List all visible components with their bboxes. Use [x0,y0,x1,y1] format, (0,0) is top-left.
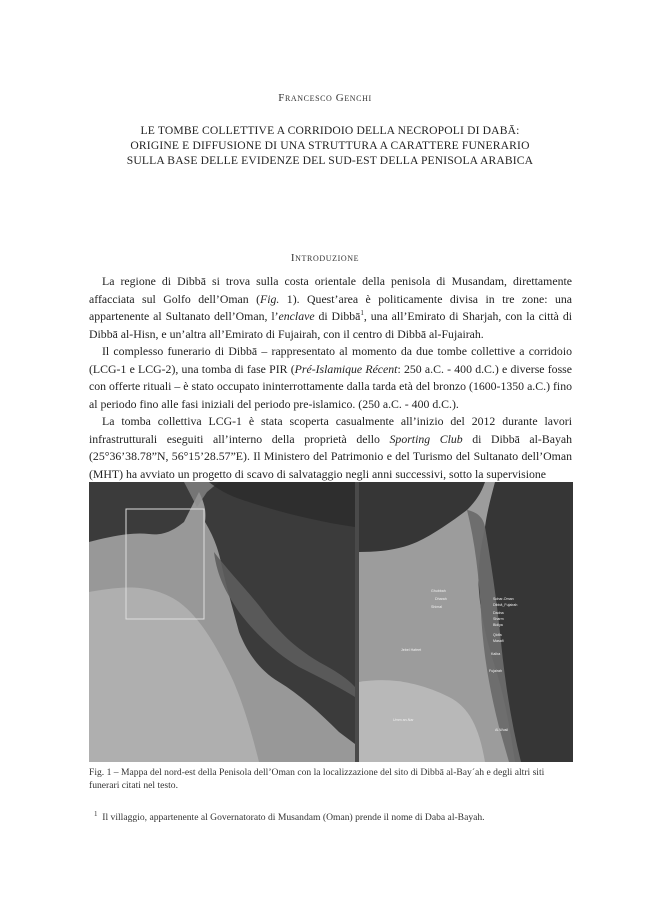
map-label-ghubbah: Ghubbah [431,589,446,593]
paragraph-3 [89,413,572,483]
map-label-fujairah: Fujairah [489,669,502,673]
map-label-masafi: Masafi [493,639,504,643]
map-label-dibba-fujairah: Dibbā_Fujairah [493,603,518,607]
map-label-shimal: Shimal [431,605,442,609]
p2-text-a: Il complesso funerario di Dibbā – rappresentato al momento da due tombe collettive a corridoio (LCG-1 e LCG-2), una tomba di fase PIR ( [89,344,572,376]
map-label-sharm: Sharm [493,617,504,621]
map-label-umm-an-nar: Umm an-Nar [393,718,414,722]
satellite-map-overview [89,482,355,762]
map-label-dharah: Dharah [435,597,447,601]
map-label-al-wusil: Al-Wusil [495,728,509,732]
body-text [89,273,572,483]
p1-fig-ref: Fig. [260,291,280,306]
footnote-ref-1[interactable]: 1 [360,309,364,318]
map-label-kalba: Kalba [491,652,501,656]
p3-text-b: di Dibbā al-Bayah (25°36’38.78”N, 56°15’28.57”E). Il Ministero del Patrimonio e del Turismo del Sultanato dell’Oman (MHT) ha avviato un progetto di scavo di salvataggio negli anni successivi, sotto la supervisione [89,431,573,481]
title-line-3: SULLA BASE DELLE EVIDENZE DEL SUD-EST DELLA PENISOLA ARABICA [126,154,534,167]
map-label-qidfa: Qidfa [493,633,502,637]
footnote-1 [94,809,572,824]
map-label-dadna: Dadna [493,611,504,615]
footnote-mark: 1 [94,809,98,818]
title-line-2: ORIGINE E DIFFUSIONE DI UNA STRUTTURA A CARATTERE FUNERARIO [130,139,530,152]
map-label-jebel-hafeet: Jebel Hafeet [401,648,422,652]
paragraph-1 [89,273,572,343]
paragraph-2 [89,343,572,413]
detail-map-graphic [359,482,573,762]
figure-caption: Fig. 1 – Mappa del nord-est della Penisola dell’Oman con la localizzazione del sito di Dibbā al-Bay´ah e degli altri siti funerari citati nel testo. [89,767,545,791]
overview-map-graphic [89,482,355,762]
p3-club-italic: Sporting Club [389,431,463,446]
map-label-sohar-oman: Sohar-Oman [493,597,514,601]
satellite-figure [89,482,573,762]
title-line-1: LE TOMBE COLLETTIVE A CORRIDOIO DELLA NECROPOLI DI DABĀ: [140,124,520,137]
satellite-map-detail [359,482,573,762]
p3-text-a: La tomba collettiva LCG-1 è stata scoperta casualmente all’inizio del 2012 durante lavori infrastrutturali eseguiti all’interno della proprietà dello [89,414,572,446]
section-heading: Introduzione [290,252,360,264]
paper-title [95,123,565,168]
p2-pir-italic: Pré-Islamique Récent [294,361,398,376]
p1-text-a: La regione di Dibbā si trova sulla costa orientale della penisola di Musandam, direttamente affacciata sul Golfo dell’Oman ( [89,274,572,306]
p1-enclave: enclave [278,309,315,323]
p2-text-b: : 250 a.C. - 400 d.C.) e diverse fosse con offerte rituali – è stato occupato ininterrottamente dalla tarda età del bronzo (1600-1350 a.C.) fino al periodo fino alle fasi iniziali del periodo pre-islamico. (250 a.C. - 400 d.C.). [89,361,573,411]
p1-text-d: , una all’Emirato di Sharjah, con la città di Dibbā al-Hisn, e un’altra all’Emirato di Fujairah, con il centro di Dibbā al-Fujairah. [89,309,572,341]
p1-text-c: di Dibbā [314,309,361,323]
author-name: Francesco Genchi [278,92,372,104]
footnote-text: Il villaggio, appartenente al Governatorato di Musandam (Oman) prende il nome di Daba al-Bayah. [102,812,485,823]
map-label-bidiya: Bidiya [493,623,503,627]
p1-text-b: 1). Quest’area è politicamente divisa in tre zone: una appartenente al Sultanato dell’Oman, l’ [89,291,572,323]
